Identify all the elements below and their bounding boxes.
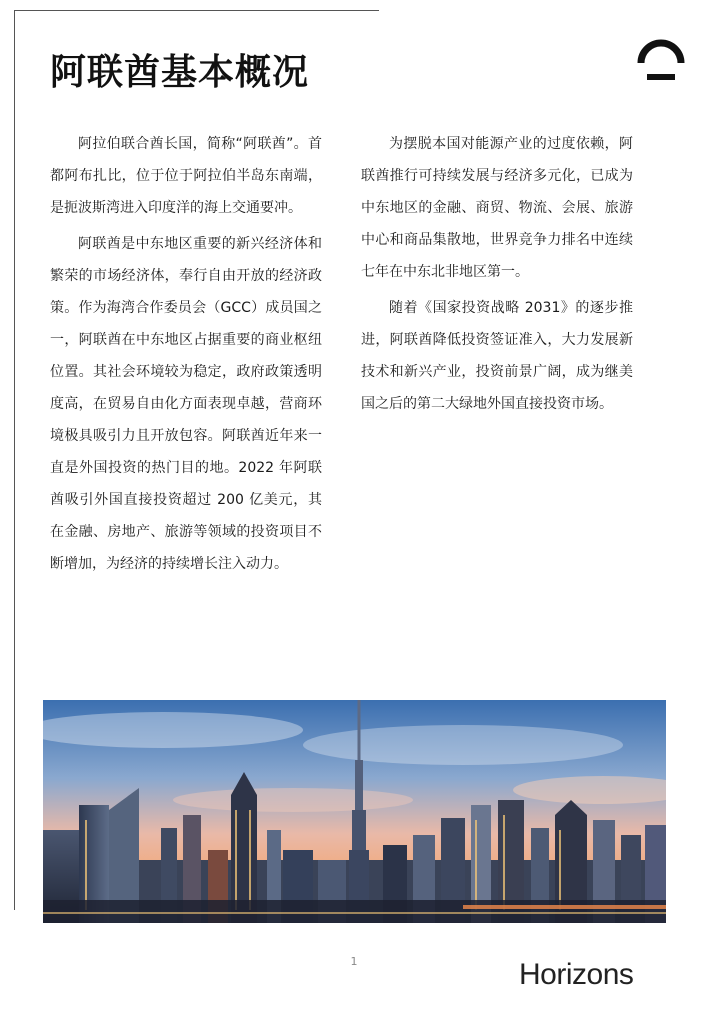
left-column xyxy=(50,128,322,584)
horizons-logo-icon xyxy=(634,34,688,82)
paragraph: 随着《国家投资战略 2031》的逐步推进，阿联酋降低投资签证准入，大力发展新技术和新兴产业，投资前景广阔，成为继美国之后的第二大绿地外国直接投资市场。 xyxy=(361,300,633,412)
paragraph: 阿拉伯联合酋长国，简称“阿联酋”。首都阿布扎比，位于位于阿拉伯半岛东南端，是扼波斯湾进入印度洋的海上交通要冲。 xyxy=(50,136,322,216)
page-title: 阿联酋基本概况 xyxy=(50,52,310,93)
page-number: 1 xyxy=(350,955,358,968)
city-skyline-image xyxy=(43,700,666,923)
right-column xyxy=(361,128,633,424)
side-rule xyxy=(14,10,15,910)
top-rule xyxy=(14,10,379,11)
paragraph: 阿联酋是中东地区重要的新兴经济体和繁荣的市场经济体，奉行自由开放的经济政策。作为海湾合作委员会（GCC）成员国之一，阿联酋在中东地区占据重要的商业枢纽位置。其社会环境较为稳定，政府政策透明度高，在贸易自由化方面表现卓越，营商环境极具吸引力且开放包容。阿联酋近年来一直是外国投资的热门目的地。2022 年阿联酋吸引外国直接投资超过 200 亿美元，其在金融、房地产、旅游等领域的投资项目不断增加，为经济的持续增长注入动力。 xyxy=(50,236,322,572)
brand-logo-text: Horizons xyxy=(519,958,634,991)
paragraph: 为摆脱本国对能源产业的过度依赖，阿联酋推行可持续发展与经济多元化，已成为中东地区的金融、商贸、物流、会展、旅游中心和商品集散地，世界竞争力排名中连续七年在中东北非地区第一。 xyxy=(361,136,633,280)
